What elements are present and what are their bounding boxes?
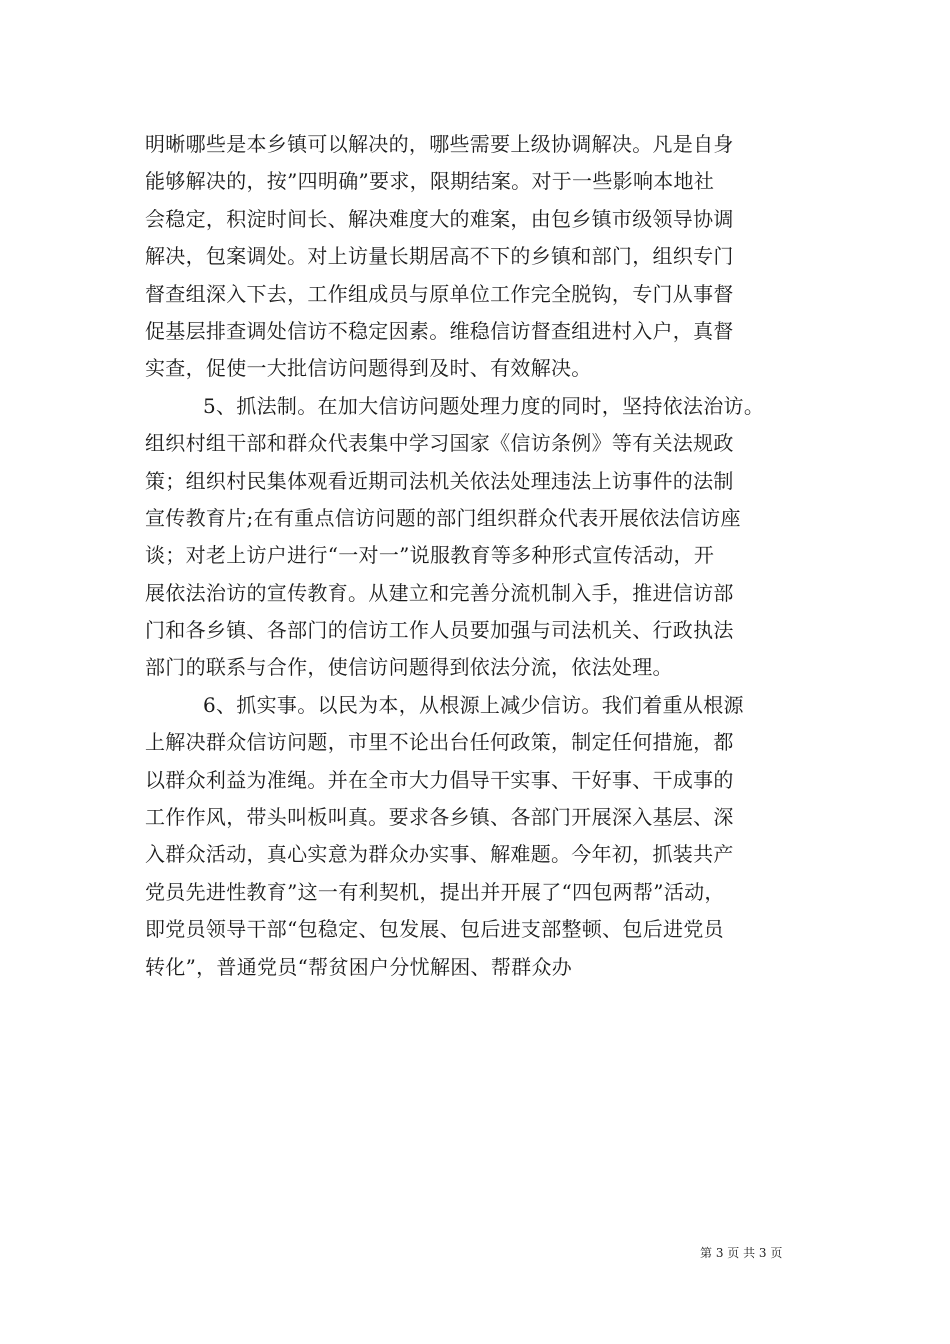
text-line: 以群众利益为准绳。并在全市大力倡导干实事、干好事、干成事的 — [145, 767, 734, 792]
body-text — [145, 126, 810, 986]
text-line: 即党员领导干部“包稳定、包发展、包后进支部整顿、包后进党员 — [145, 917, 724, 942]
text-line: 督查组深入下去，工作组成员与原单位工作完全脱钩，专门从事督 — [145, 281, 734, 306]
text-line: 展依法治访的宣传教育。从建立和完善分流机制入手，推进信访部 — [145, 580, 734, 605]
text-line: 明晰哪些是本乡镇可以解决的，哪些需要上级协调解决。凡是自身 — [145, 132, 734, 156]
text-line: 5、抓法制。在加大信访问题处理力度的同时，坚持依法治访。 — [203, 393, 765, 418]
text-line: 6、抓实事。以民为本，从根源上减少信访。我们着重从根源 — [203, 692, 744, 717]
text-line: 部门的联系与合作，使信访问题得到依法分流，依法处理。 — [145, 655, 673, 680]
text-line: 能够解决的，按”四明确”要求，限期结案。对于一些影响本地社 — [145, 169, 715, 194]
text-line: 转化”，普通党员“帮贫困户分忧解困、帮群众办 — [145, 954, 573, 979]
text-line: 策；组织村民集体观看近期司法机关依法处理违法上访事件的法制 — [145, 468, 734, 493]
text-line: 会稳定，积淀时间长、解决难度大的难案，由包乡镇市级领导协调 — [145, 206, 734, 231]
text-line: 党员先进性教育”这一有利契机，提出并开展了“四包两帮”活动， — [145, 879, 725, 904]
text-line: 谈；对老上访户进行“一对一”说服教育等多种形式宣传活动，开 — [145, 543, 715, 568]
text-line: 入群众活动，真心实意为群众办实事、解难题。今年初，抓装共产 — [145, 842, 734, 867]
text-line: 实查，促使一大批信访问题得到及时、有效解决。 — [145, 356, 592, 381]
page-number-footer: 第 3 页 共 3 页 — [700, 1246, 783, 1260]
text-line: 宣传教育片;在有重点信访问题的部门组织群众代表开展依法信访座 — [145, 505, 741, 530]
text-line: 门和各乡镇、各部门的信访工作人员要加强与司法机关、行政执法 — [145, 618, 734, 643]
text-line: 组织村组干部和群众代表集中学习国家《信访条例》等有关法规政 — [145, 431, 734, 456]
text-line: 促基层排查调处信访不稳定因素。维稳信访督查组进村入户，真督 — [145, 318, 734, 343]
text-line: 解决，包案调处。对上访量长期居高不下的乡镇和部门，组织专门 — [145, 244, 734, 269]
text-line: 工作作风，带头叫板叫真。要求各乡镇、各部门开展深入基层、深 — [145, 805, 734, 830]
text-line: 上解决群众信访问题，市里不论出台任何政策，制定任何措施，都 — [145, 730, 734, 755]
